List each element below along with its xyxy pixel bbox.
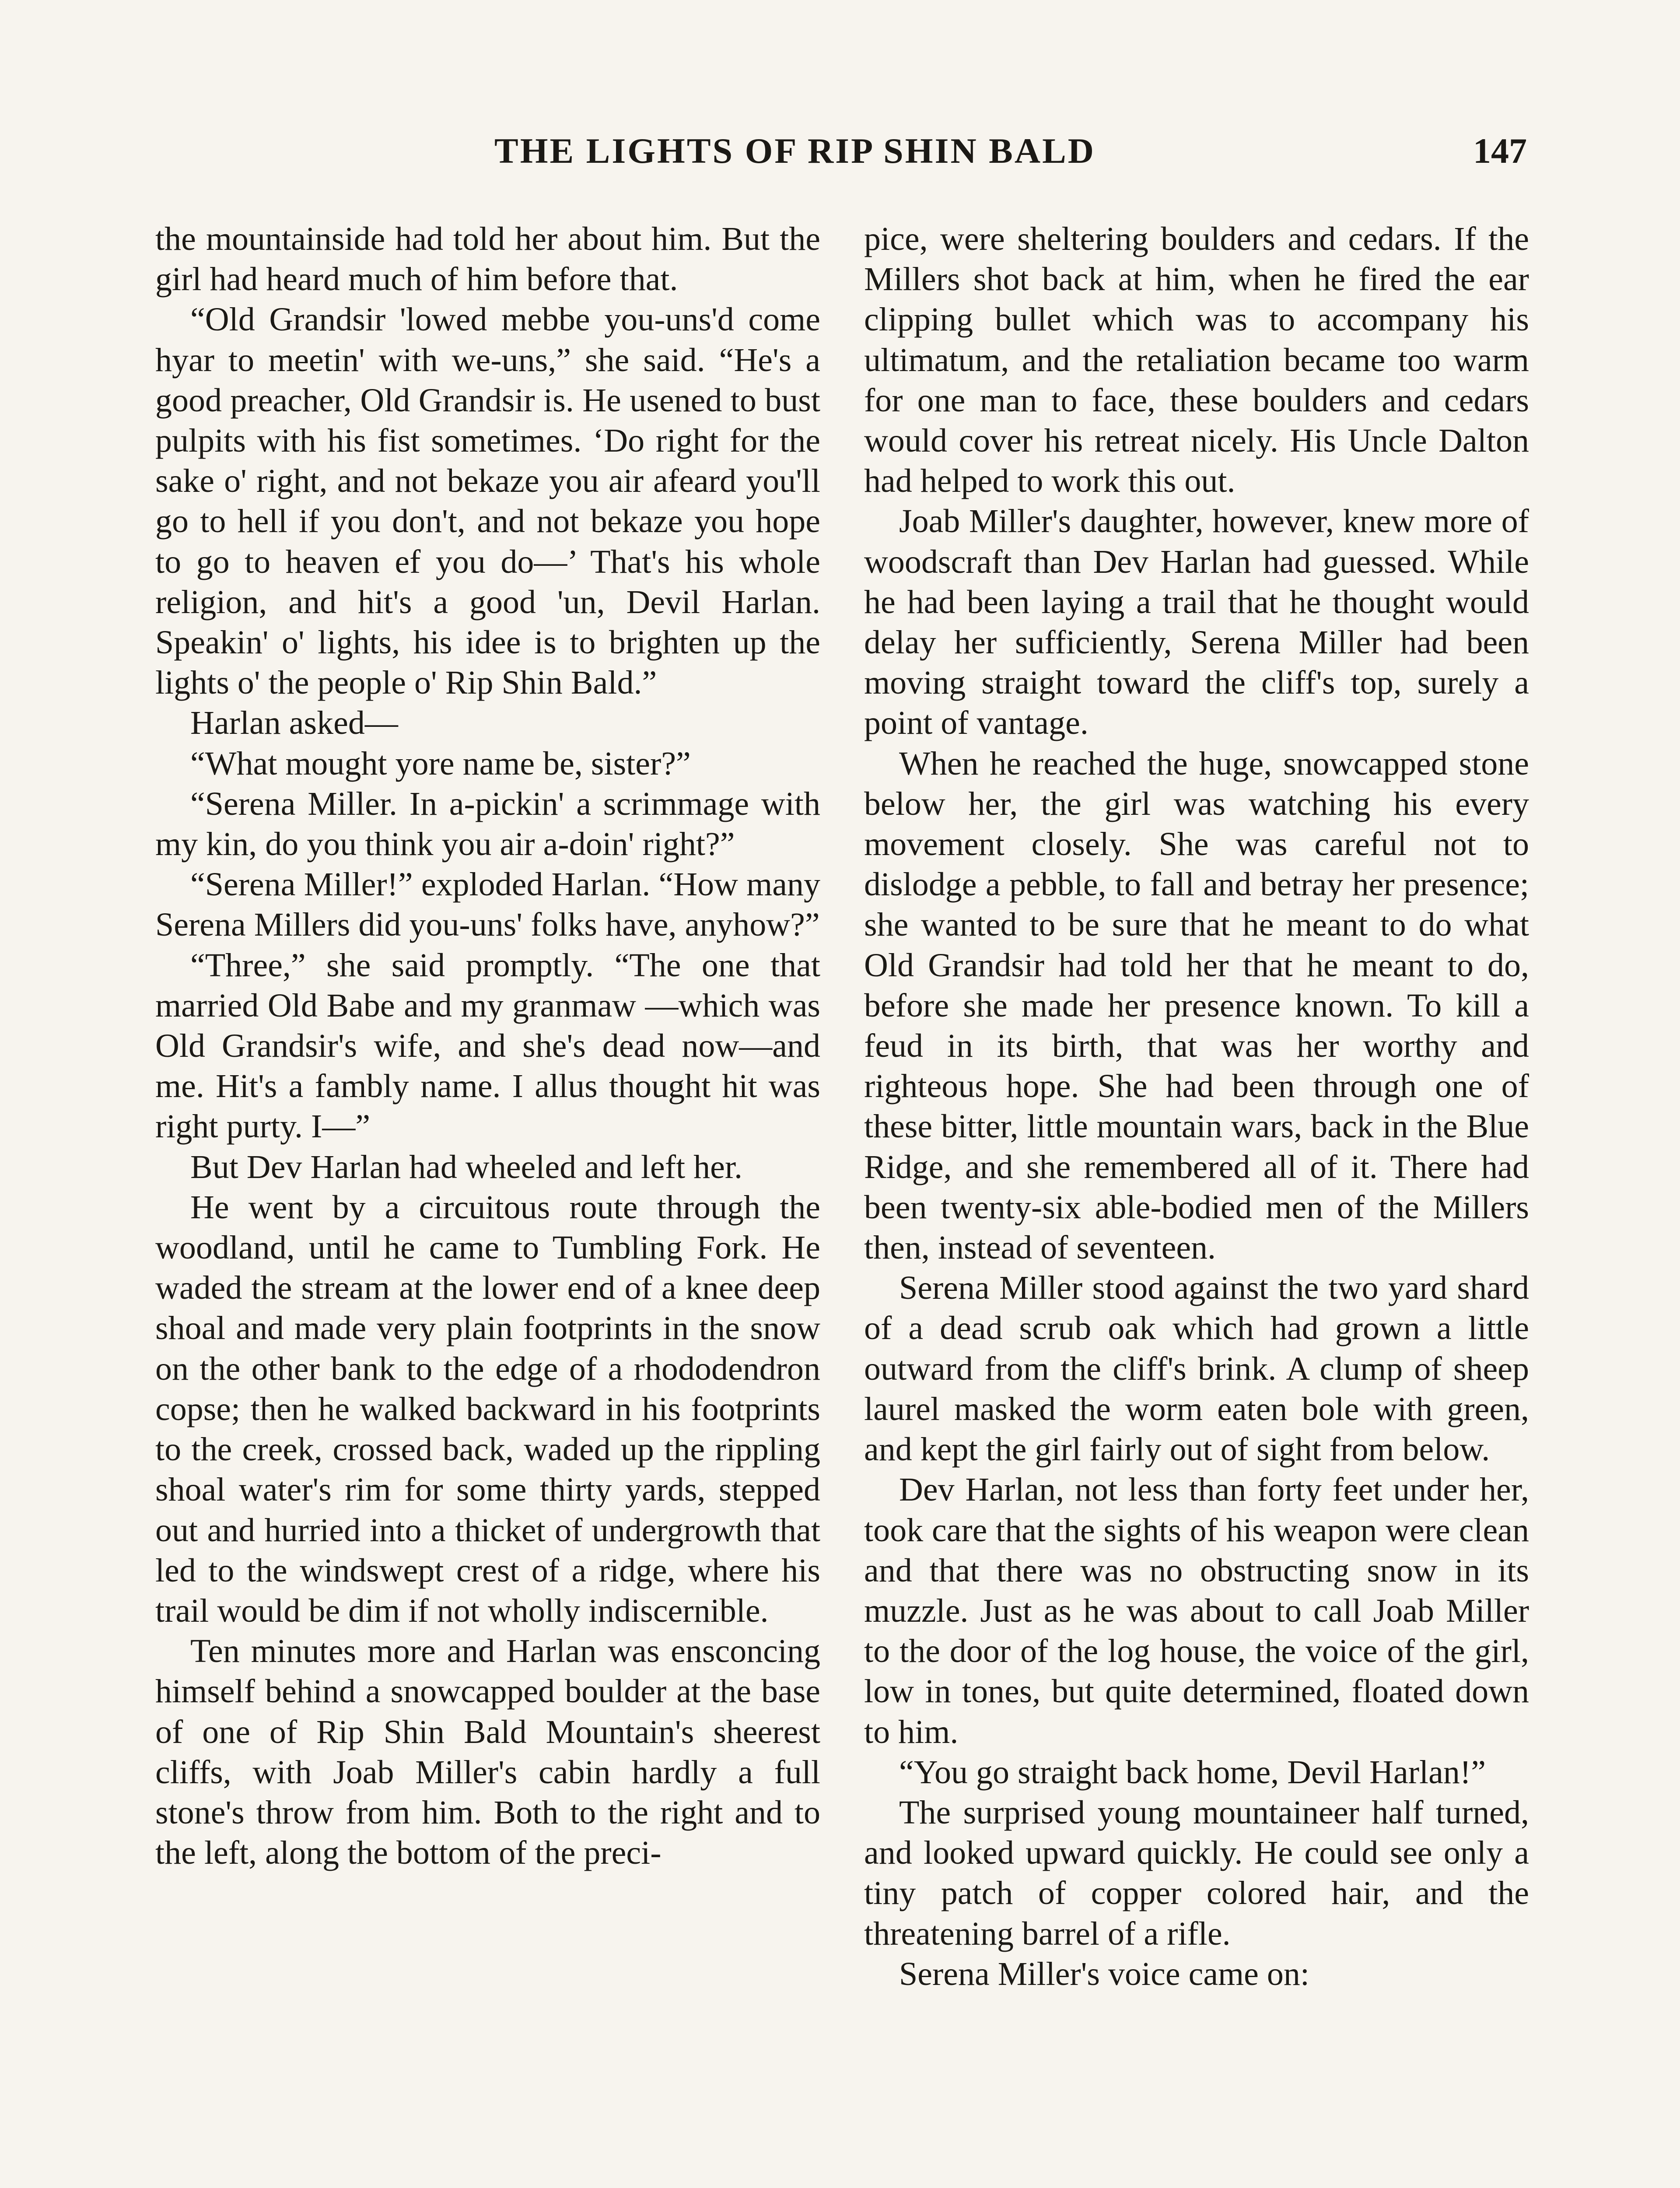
paragraph: Ten minutes more and Harlan was ensconcing himself behind a snowcapped boulder at the base of one of Rip Shin Bald Mountain's sheerest cliffs, with Joab Miller's cabin hardly a full stone's throw from him. Both to the right and to the left, along the bottom of the preci- [155,1633,820,1872]
paragraph: But Dev Harlan had wheeled and left her. [190,1148,742,1185]
running-title: THE LIGHTS OF RIP SHIN BALD [494,131,1096,171]
left-column [155,219,820,1873]
right-column [864,219,1529,1994]
running-head [494,127,1614,175]
paragraph: the mountainside had told her about him. But the girl had heard much of him before that. [155,221,820,298]
paragraph: “Old Grandsir 'lowed mebbe you-uns'd come hyar to meetin' with we-uns,” she said. “He's a good preacher, Old Grandsir is. He usened to bust pulpits with his fist sometimes. ‘Do right for the sake o' right, and not bekaze you air afeard you'll go to hell if you don't, and not bekaze you hope to go to heaven ef you do—’ That's his whole religion, and hit's a good 'un, Devil Harlan. Speakin' o' lights, his idee is to brighten up the lights o' the people o' Rip Shin Bald.” [155,301,820,701]
paragraph: The surprised young mountaineer half turned, and looked upward quickly. He could see only a tiny patch of copper colored hair, and the threatening barrel of a rifle. [864,1794,1529,1952]
paragraph: Harlan asked— [190,705,398,742]
paragraph: “Three,” she said promptly. “The one that married Old Babe and my granmaw —which was Old Grandsir's wife, and she's dead now—and me. Hit's a fambly name. I allus thought hit was right purty. I—” [155,947,820,1145]
paragraph: “Serena Miller!” exploded Harlan. “How many Serena Millers did you-uns' folks have, anyhow?” [155,866,820,943]
paragraph: pice, were sheltering boulders and cedars. If the Millers shot back at him, when he fired the ear clipping bullet which was to accompany his ultimatum, and the retaliation became too warm for one man to face, these boulders and cedars would cover his retreat nicely. His Uncle Dalton had helped to work this out. [864,221,1529,500]
paragraph: When he reached the huge, snowcapped stone below her, the girl was watching his every movement closely. She was careful not to dislodge a pebble, to fall and betray her presence; she wanted to be sure that he meant to do what Old Grandsir had told her that he meant to do, before she made her presence known. To kill a feud in its birth, that was her worthy and righteous hope. She had been through one of these bitter, little mountain wars, back in the Blue Ridge, and she remembered all of it. There had been twenty-six able-bodied men of the Millers then, instead of seventeen. [864,745,1529,1266]
page-number: 147 [1473,131,1527,171]
paragraph: Dev Harlan, not less than forty feet under her, took care that the sights of his weapon were clean and that there was no obstructing snow in its muzzle. Just as he was about to call Joab Miller to the door of the log house, the voice of the girl, low in tones, but quite determined, floated down to him. [864,1471,1529,1750]
paragraph: Serena Miller stood against the two yard shard of a dead scrub oak which had grown a little outward from the cliff's brink. A clump of sheep laurel masked the worm eaten bole with green, and kept the girl fairly out of sight from below. [864,1269,1529,1468]
paragraph: “What mought yore name be, sister?” [190,745,691,782]
paragraph: “Serena Miller. In a-pickin' a scrimmage with my kin, do you think you air a-doin' right?” [155,785,820,863]
paragraph: He went by a circuitous route through the woodland, until he came to Tumbling Fork. He waded the stream at the lower end of a knee deep shoal and made very plain footprints in the snow on the other bank to the edge of a rhododendron copse; then he walked backward in his footprints to the creek, crossed back, waded up the rippling shoal water's rim for some thirty yards, stepped out and hurried into a thicket of undergrowth that led to the windswept crest of a ridge, where his trail would be dim if not wholly indiscernible. [155,1189,820,1629]
paragraph: Serena Miller's voice came on: [899,1955,1310,1992]
paragraph: Joab Miller's daughter, however, knew more of woodscraft than Dev Harlan had guessed. While he had been laying a trail that he thought would delay her sufficiently, Serena Miller had been moving straight toward the cliff's top, surely a point of vantage. [864,503,1529,742]
paragraph: “You go straight back home, Devil Harlan!” [899,1753,1486,1791]
